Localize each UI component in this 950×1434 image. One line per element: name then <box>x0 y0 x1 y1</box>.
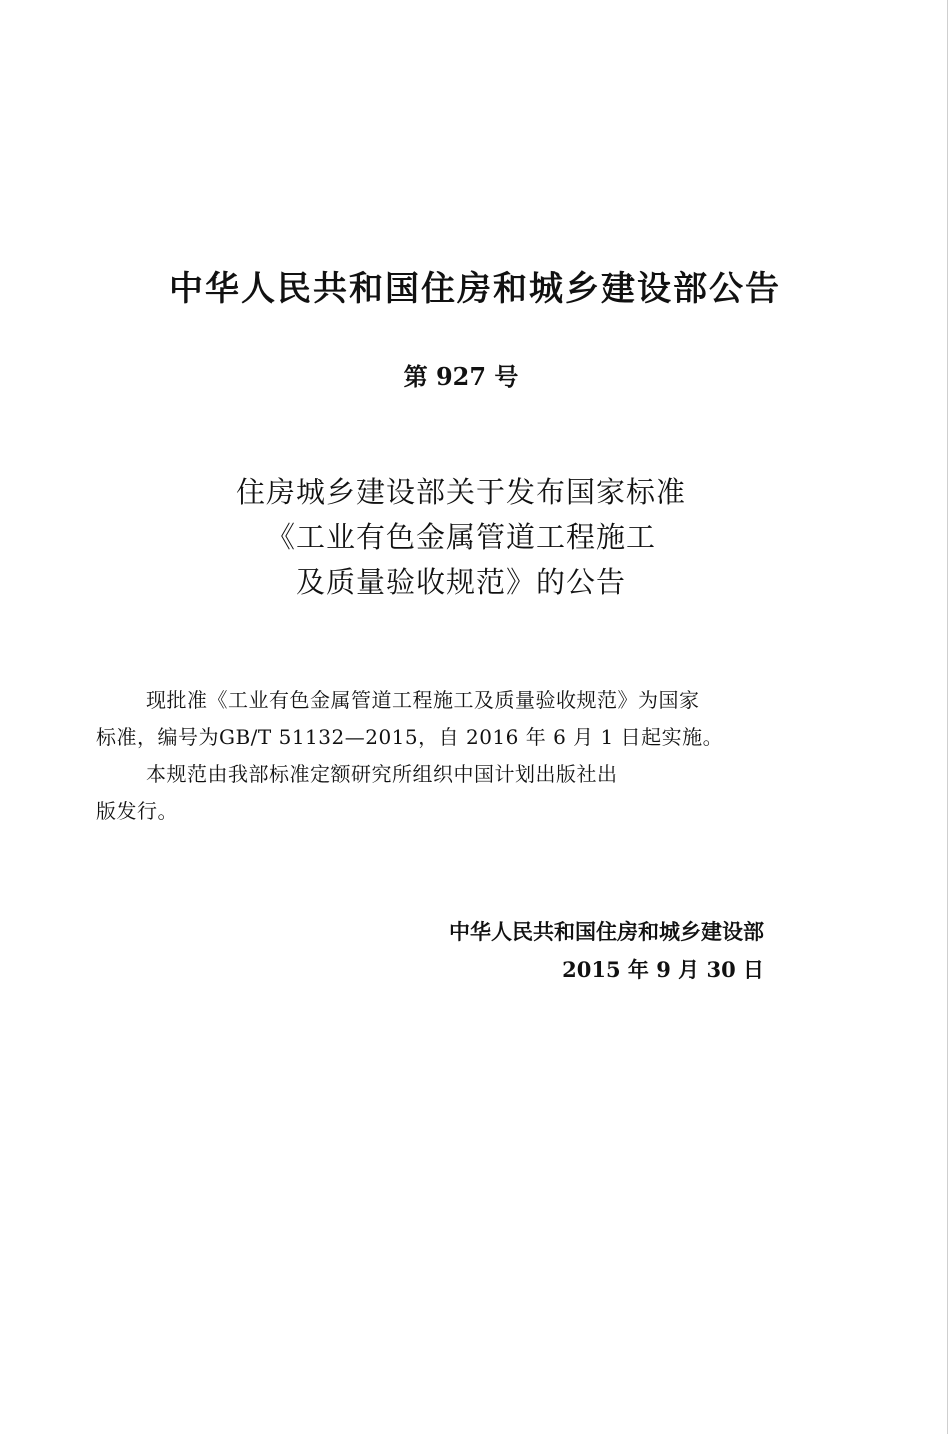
body-paragraph-2-line-2: 版发行。 <box>96 799 178 823</box>
subtitle-line-3: 及质量验收规范》的公告 <box>295 565 626 599</box>
body-paragraph-2-line-1: 本规范由我部标准定额研究所组织中国计划出版社出 <box>146 762 618 786</box>
signature-block <box>449 914 764 988</box>
subtitle-line-1: 住房城乡建设部关于发布国家标准 <box>235 475 686 509</box>
body-paragraph-1-line-1: 现批准《工业有色金属管道工程施工及质量验收规范》为国家 <box>146 688 700 712</box>
issuer-name: 中华人民共和国住房和城乡建设部 <box>449 920 764 944</box>
body-paragraph-1-line-2: 标准，编号为GB/T 51132—2015，自 2016 年 6 月 1 日起实施。 <box>96 725 724 749</box>
announcement-subtitle <box>0 470 922 605</box>
subtitle-line-2: 《工业有色金属管道工程施工 <box>265 520 656 554</box>
issue-date: 2015 年 9 月 30 日 <box>562 957 764 982</box>
announcement-body <box>96 682 820 830</box>
page-edge-line <box>947 0 948 1434</box>
announcement-header-title: 中华人民共和国住房和城乡建设部公告 <box>169 269 781 309</box>
notice-number: 第 927 号 <box>403 362 519 391</box>
